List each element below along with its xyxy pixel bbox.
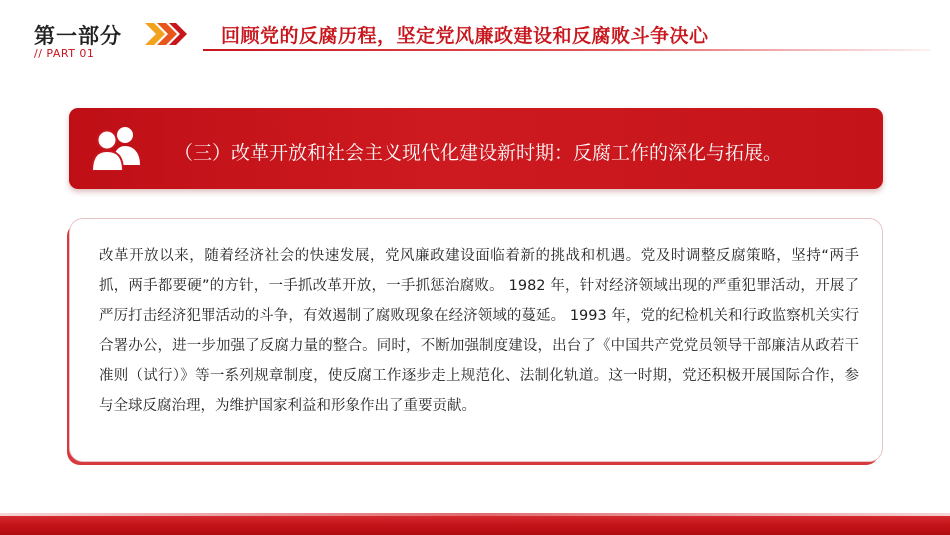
people-icon: [92, 125, 142, 171]
part-label: // PART 01: [34, 47, 95, 60]
chevron-right-icon: [145, 23, 187, 45]
content-card: [69, 218, 883, 462]
footer-band: [0, 516, 950, 535]
title-underline: [203, 49, 931, 51]
section-label: 第一部分: [34, 24, 122, 48]
page-title: 回顾党的反腐历程，坚定党风廉政建设和反腐败斗争决心: [221, 25, 709, 47]
banner-heading: （三）改革开放和社会主义现代化建设新时期：反腐工作的深化与拓展。: [174, 142, 783, 164]
content-paragraph: 改革开放以来，随着经济社会的快速发展，党风廉政建设面临着新的挑战和机遇。党及时调整反腐策略，坚持“两手抓，两手都要硬”的方针，一手抓改革开放，一手抓惩治腐败。 1982 年，针对经济领域出现的严重犯罪活动，开展了严厉打击经济犯罪活动的斗争，有效遏制了腐败现象在经济领域的蔓延。 1993 年，党的纪检机关和行政监察机关实行合署办公，进一步加强了反腐力量的整合。同时，不断加强制度建设，出台了《中国共产党党员领导干部廉洁从政若干准则（试行）》等一系列规章制度，使反腐工作逐步走上规范化、法制化轨道。这一时期，党还积极开展国际合作，参与全球反腐治理，为维护国家利益和形象作出了重要贡献。: [99, 248, 859, 414]
section-banner: [69, 108, 883, 189]
